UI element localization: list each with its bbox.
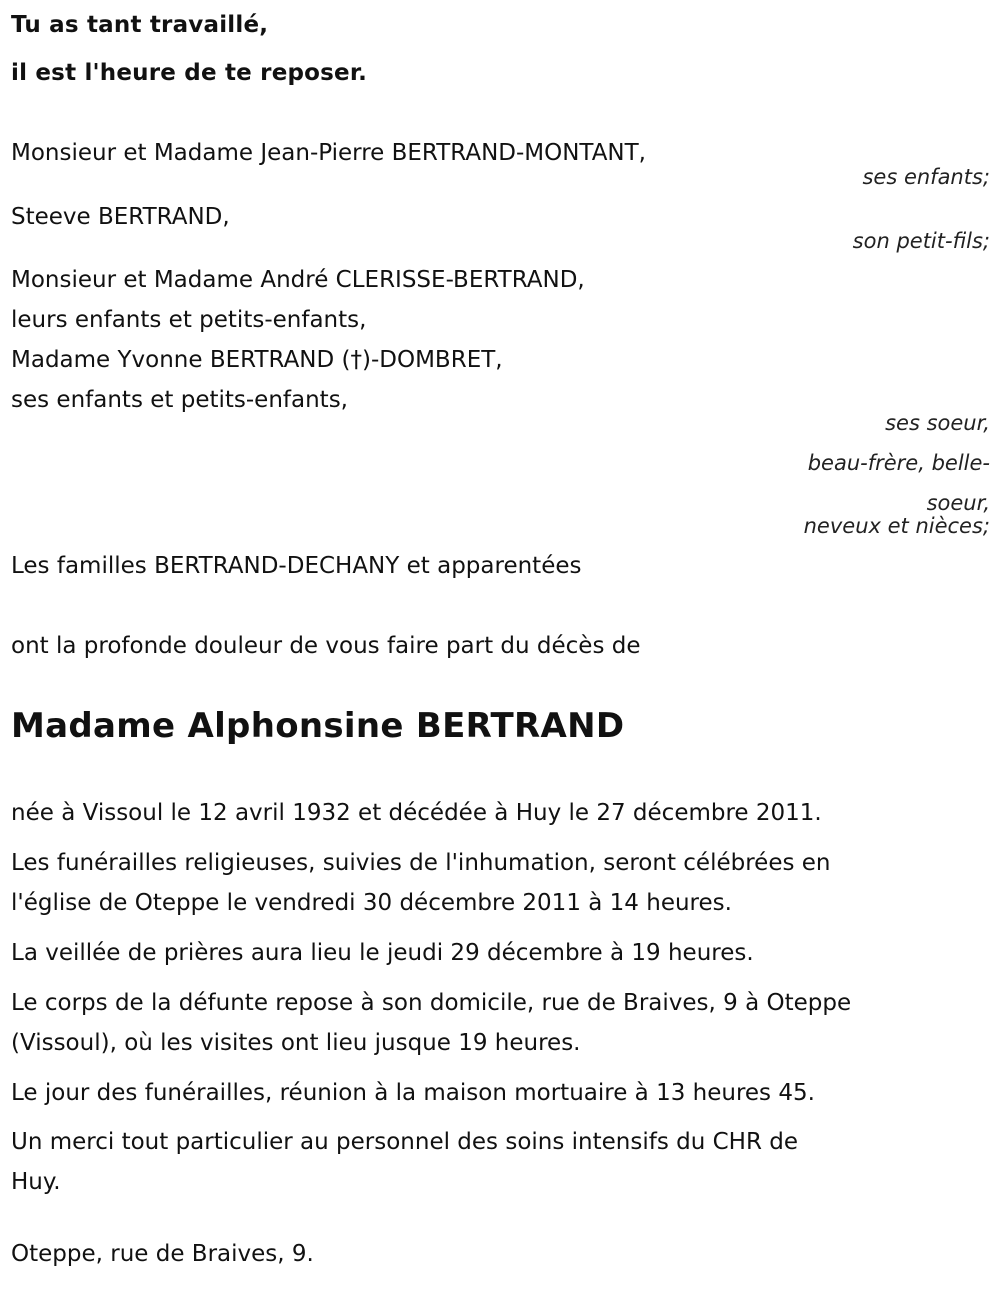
epitaph-line-2: il est l'heure de te reposer. xyxy=(11,60,368,86)
family-line-7: Les familles BERTRAND-DECHANY et apparentées xyxy=(11,553,582,579)
relation-grandson: son petit-fils; xyxy=(852,229,990,253)
relation-sister: ses soeur, xyxy=(885,411,990,435)
deceased-name: Madame Alphonsine BERTRAND xyxy=(11,706,625,746)
birth-death-info: née à Vissoul le 12 avril 1932 et décédée à Huy le 27 décembre 2011. xyxy=(11,800,822,826)
gathering-info: Le jour des funérailles, réunion à la maison mortuaire à 13 heures 45. xyxy=(11,1080,815,1106)
relation-sister-in-law: soeur, xyxy=(926,491,990,515)
vigil-info: La veillée de prières aura lieu le jeudi 29 décembre à 19 heures. xyxy=(11,940,754,966)
announcement: ont la profonde douleur de vous faire part du décès de xyxy=(11,633,641,659)
thanks-line-1: Un merci tout particulier au personnel des soins intensifs du CHR de xyxy=(11,1129,799,1155)
funeral-info-line-2: l'église de Oteppe le vendredi 30 décembre 2011 à 14 heures. xyxy=(11,890,732,916)
relation-in-laws: beau-frère, belle- xyxy=(807,451,990,475)
visitation-info-line-1: Le corps de la défunte repose à son domicile, rue de Braives, 9 à Oteppe xyxy=(11,990,852,1016)
relation-children: ses enfants; xyxy=(862,165,990,189)
thanks-line-2: Huy. xyxy=(11,1169,61,1195)
family-line-5: Madame Yvonne BERTRAND (†)-DOMBRET, xyxy=(11,347,503,373)
epitaph-line-1: Tu as tant travaillé, xyxy=(11,12,269,38)
visitation-info-line-2: (Vissoul), où les visites ont lieu jusque 19 heures. xyxy=(11,1030,581,1056)
family-line-1: Monsieur et Madame Jean-Pierre BERTRAND-MONTANT, xyxy=(11,140,646,166)
family-line-4: leurs enfants et petits-enfants, xyxy=(11,307,367,333)
address: Oteppe, rue de Braives, 9. xyxy=(11,1241,314,1267)
relation-nephews: neveux et nièces; xyxy=(803,514,990,538)
funeral-info-line-1: Les funérailles religieuses, suivies de l'inhumation, seront célébrées en xyxy=(11,850,831,876)
family-line-2: Steeve BERTRAND, xyxy=(11,204,230,230)
family-line-3: Monsieur et Madame André CLERISSE-BERTRAND, xyxy=(11,267,585,293)
family-line-6: ses enfants et petits-enfants, xyxy=(11,387,348,413)
